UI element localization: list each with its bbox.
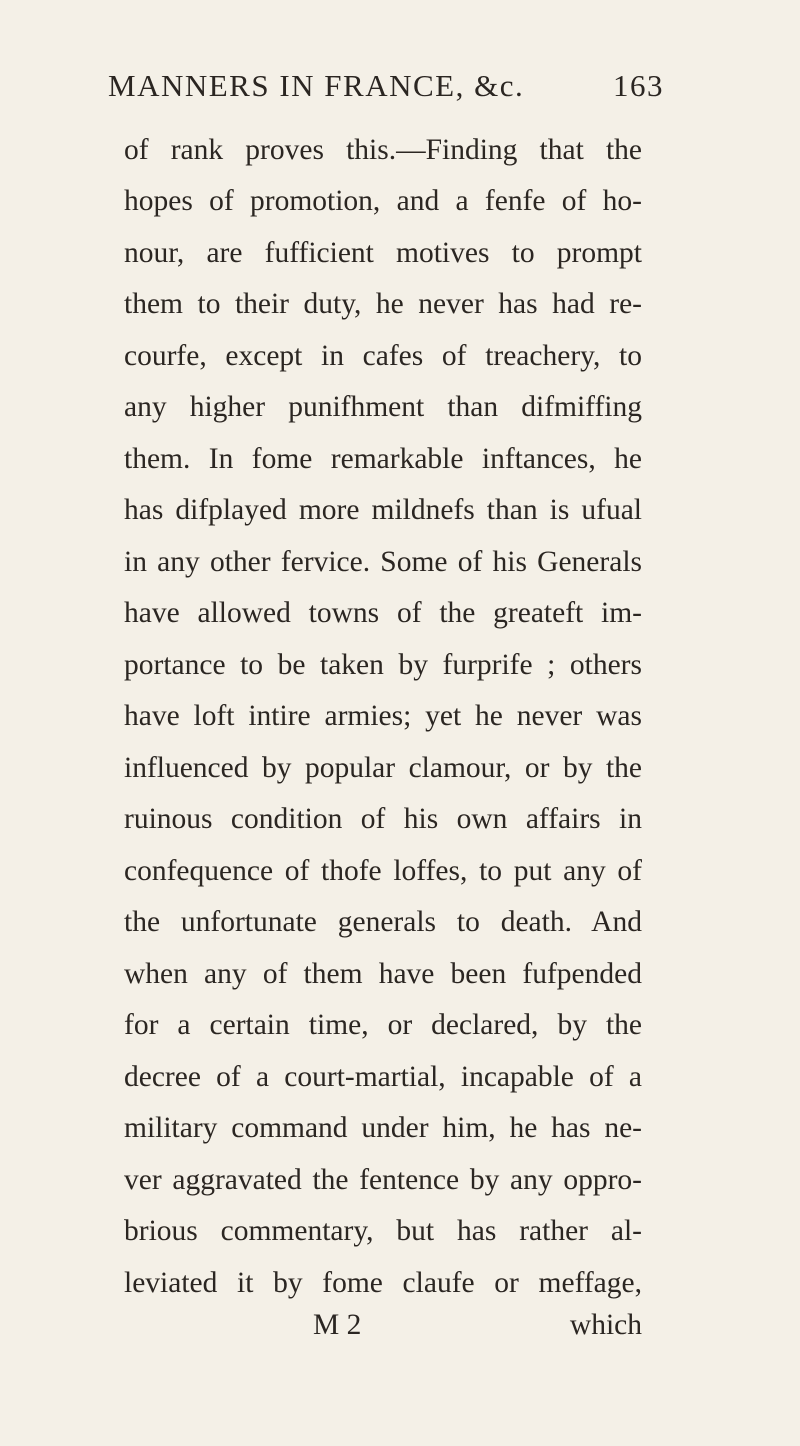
text-line: hopes of promotion, and a fenfe of ho- bbox=[124, 185, 642, 217]
text-line: portance to be taken by furprife ; others bbox=[124, 649, 642, 681]
text-line: confequence of thofe loffes, to put any of bbox=[124, 855, 642, 887]
signature-mark: M 2 bbox=[313, 1309, 362, 1341]
text-line: of rank proves this.—Finding that the bbox=[124, 134, 642, 166]
text-line: them. In fome remarkable inftances, he bbox=[124, 443, 642, 475]
text-line: when any of them have been fufpended bbox=[124, 958, 642, 990]
text-line: the unfortunate generals to death. And bbox=[124, 906, 642, 938]
text-line: courfe, except in cafes of treachery, to bbox=[124, 340, 642, 372]
catchword: which bbox=[569, 1309, 642, 1341]
text-line: them to their duty, he never has had re- bbox=[124, 288, 642, 320]
text-line: influenced by popular clamour, or by the bbox=[124, 752, 642, 784]
text-line: ver aggravated the fentence by any oppro- bbox=[124, 1164, 642, 1196]
text-line: brious commentary, but has rather al- bbox=[124, 1215, 642, 1247]
catchline bbox=[124, 1305, 642, 1345]
text-line: has difplayed more mildnefs than is ufual bbox=[124, 494, 642, 526]
text-line: have allowed towns of the greateft im- bbox=[124, 597, 642, 629]
page-number: 163 bbox=[613, 68, 664, 103]
text-line: nour, are fufficient motives to prompt bbox=[124, 237, 642, 269]
text-line: have loft intire armies; yet he never was bbox=[124, 700, 642, 732]
text-line: leviated it by fome claufe or meffage, bbox=[124, 1267, 642, 1299]
text-line: ruinous condition of his own affairs in bbox=[124, 803, 642, 835]
running-title: MANNERS IN FRANCE, &c. bbox=[108, 68, 525, 103]
text-line: any higher punifhment than difmiffing bbox=[124, 391, 642, 423]
text-line: military command under him, he has ne- bbox=[124, 1112, 642, 1144]
text-line: for a certain time, or declared, by the bbox=[124, 1009, 642, 1041]
text-line: decree of a court-martial, incapable of a bbox=[124, 1061, 642, 1093]
running-head bbox=[108, 66, 664, 106]
text-line: in any other fervice. Some of his Generals bbox=[124, 546, 642, 578]
